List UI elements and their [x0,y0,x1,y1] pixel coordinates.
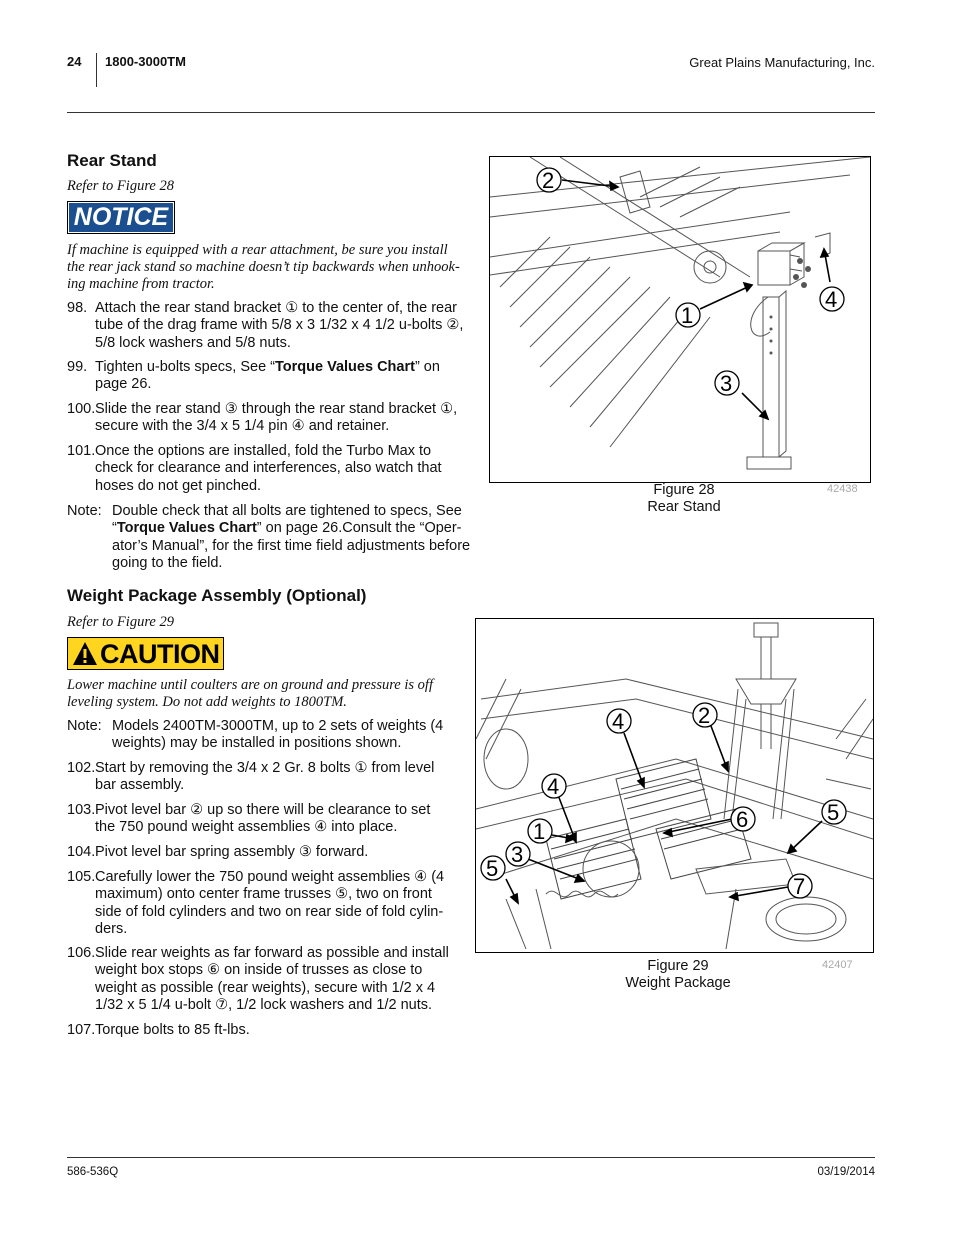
callout-7: 7 [793,874,806,899]
refer-figure-28: Refer to Figure 28 [67,178,174,194]
figure-29-image [475,618,874,953]
figure-28-caption: Figure 28 Rear Stand [647,482,721,515]
callout-4-upper: 4 [612,709,625,734]
callout-5-left: 5 [486,856,499,881]
callout-2: 2 [698,703,711,728]
caution-label: CAUTION [100,639,220,669]
header-rule [67,112,875,113]
section-title-weight-package: Weight Package Assembly (Optional) [67,586,367,605]
notice-label: NOTICE [69,203,173,232]
section-title-rear-stand: Rear Stand [67,151,157,170]
weight-package-drawing [476,619,873,952]
refer-figure-29: Refer to Figure 29 [67,614,174,630]
callout-3: 3 [511,842,524,867]
callout-1: 1 [681,303,694,328]
figure-29-caption: Figure 29 Weight Package [625,958,731,991]
figure-28-image [489,156,871,483]
callout-4-lower: 4 [547,774,560,799]
page-number: 24 [67,54,82,69]
callout-3: 3 [720,371,733,396]
callout-4: 4 [825,287,838,312]
rear-stand-drawing [490,157,870,482]
header-divider [96,53,97,87]
notice-line: ing machine from tractor. [67,276,215,292]
callout-1: 1 [533,819,546,844]
figure-29-number: 42407 [822,959,853,971]
caution-label-box [67,637,224,670]
callout-2: 2 [542,168,555,193]
callout-6: 6 [736,807,749,832]
doc-number: 586-536Q [67,1166,119,1178]
notice-line: If machine is equipped with a rear attachment, be sure you install [67,242,448,258]
warning-icon [72,641,98,666]
model-name: 1800-3000TM [105,54,186,69]
notice-label-box [67,201,175,234]
footer-rule [67,1157,875,1158]
company-name: Great Plains Manufacturing, Inc. [689,55,875,70]
notice-text [67,242,492,293]
caution-text: Lower machine until coulters are on ground and pressure is off leveling system. Do not add weights to 1800TM. [67,677,433,710]
doc-date: 03/19/2014 [817,1166,875,1178]
notice-line: the rear jack stand so machine doesn’t tip backwards when unhook- [67,259,460,275]
callout-5-right: 5 [827,800,840,825]
figure-28-number: 42438 [827,483,858,495]
